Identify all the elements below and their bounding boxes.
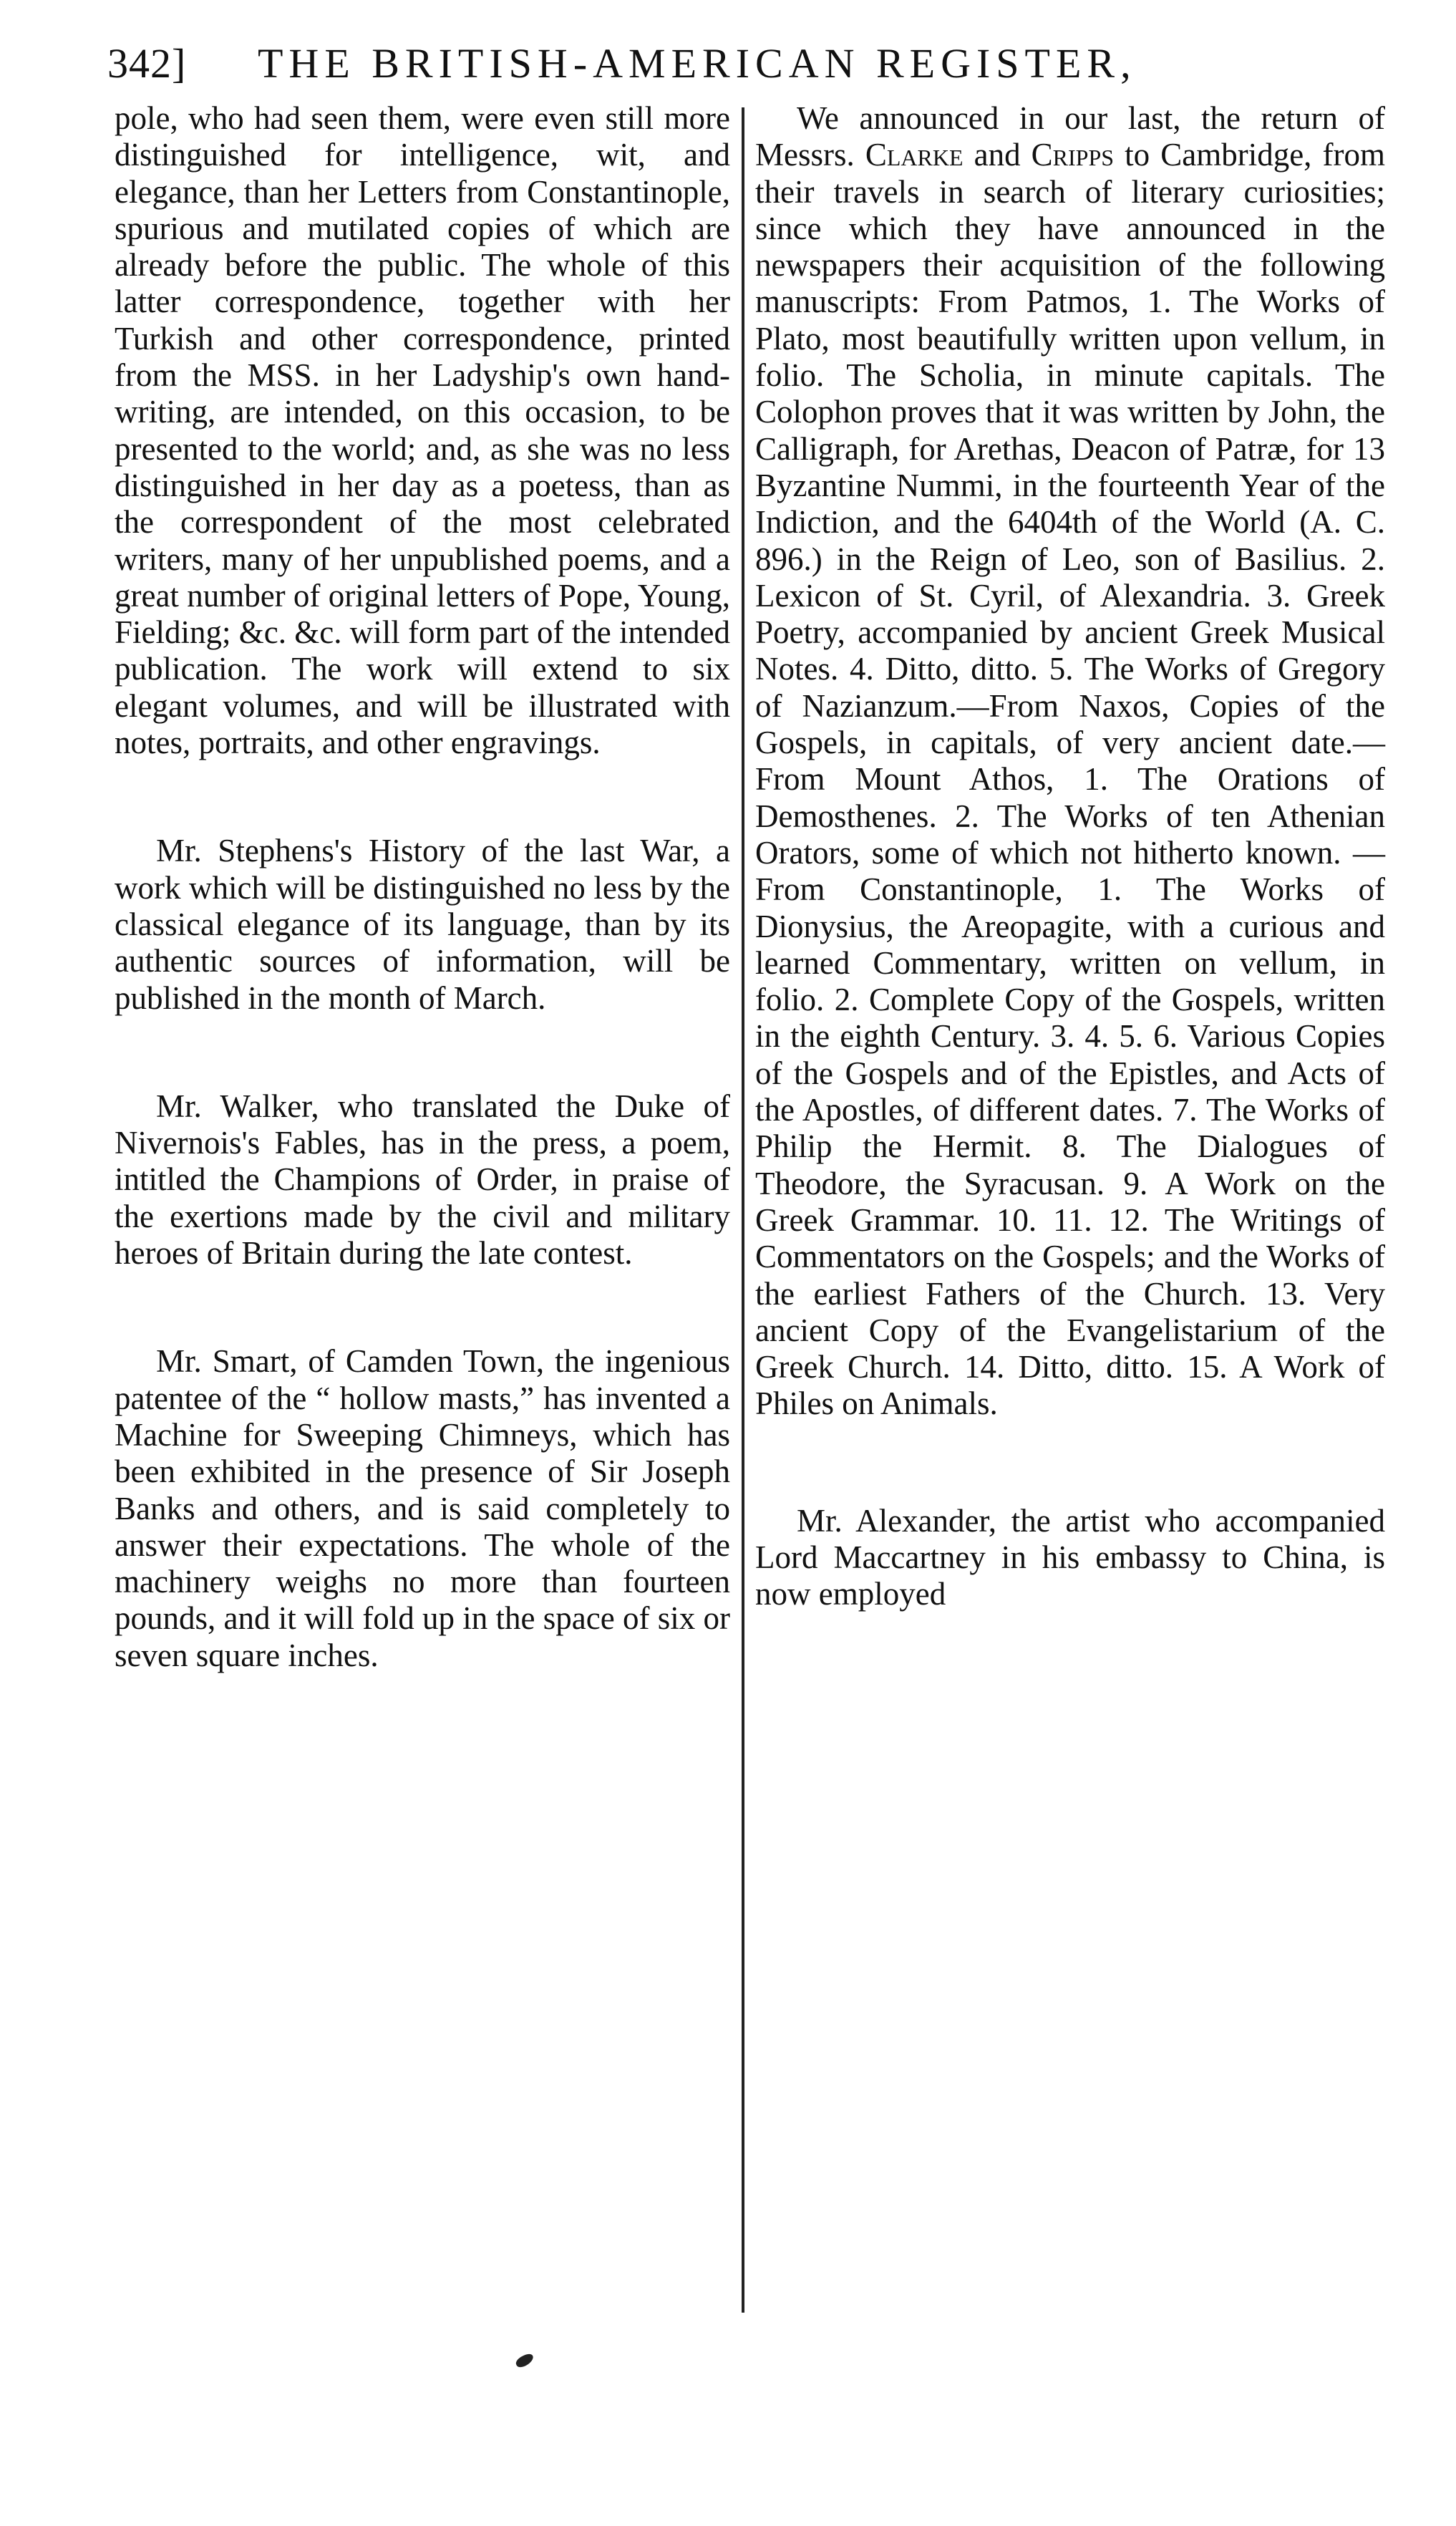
paragraph-montagu-letters: pole, who had seen them, were even still more distinguished for intelligence, wit, and elegance, than her Letters from Constantinople, spurious and mutilated copies of which are already before the public. The whole of this latter correspondence, together with her Turkish and other correspondence, printed from the MSS. in her Ladyship's own hand-writing, are intended, on this occasion, to be presented to the world; and, as she was no less distinguished in her day as a poetess, than as the correspondent of the most celebrated writers, many of her unpublished poems, and a great number of original letters of Pope, Young, Fielding; &c. &c. will form part of the intended publication. The work will extend to six elegant volumes, and will be illustrated with notes, portraits, and other engravings. (115, 100, 730, 761)
left-column (115, 100, 730, 1674)
ink-blot-mark (514, 2352, 535, 2369)
paragraph-clarke-cripps-manuscripts (755, 100, 1385, 1423)
paragraph-walker-poem: Mr. Walker, who translated the Duke of Nivernois's Fables, has in the press, a poem, intitled the Champions of Order, in praise of the exertions made by the civil and military heroes of Britain during the late contest. (115, 1088, 730, 1272)
right-column (755, 100, 1385, 1613)
text-run: We announced in our last, the return of Messrs. (755, 100, 1385, 173)
paragraph-gap (115, 1272, 730, 1343)
name-cripps: Cripps (1031, 137, 1115, 173)
paragraph-gap (115, 1017, 730, 1088)
running-head (107, 32, 1396, 96)
paragraph-stephens-history: Mr. Stephens's History of the last War, a work which will be distinguished no less by the classical elegance of its language, than by its authentic sources of information, will be published in the month of March. (115, 833, 730, 1016)
column-rule (742, 107, 744, 2313)
text-run: to Cambridge, from their travels in search of literary curiosities; since which they have announced in the newspapers their acquisition of the following manuscripts: From Patmos, 1. The Works of Plato, most beautifully written upon vellum, in folio. The Scholia, in minute capitals. The Colophon proves that it was written by John, the Calligraph, for Arethas, Deacon of Patræ, for 13 Byzantine Nummi, in the fourteenth Year of the Indiction, and the 6404th of the World (A. C. 896.) in the Reign of Leo, son of Basilius. 2. Lexicon of St. Cyril, of Alexandria. 3. Greek Poetry, accompanied by ancient Greek Musical Notes. 4. Ditto, ditto. 5. The Works of Gregory of Nazianzum.—From Naxos, Copies of the Gospels, in capitals, of very ancient date.—From Mount Athos, 1. The Orations of Demosthenes. 2. The Works of ten Athenian Orators, some of which not hitherto known. —From Constantinople, 1. The Works of Dionysius, the Areopagite, with a curious and learned Commentary, written on vellum, in folio. 2. Complete Copy of the Gospels, written in the eighth Century. 3. 4. 5. 6. Various Copies of the Gospels and of the Epistles, and Acts of the Apostles, of different dates. 7. The Works of Philip the Hermit. 8. The Dialogues of Theodore, the Syracusan. 9. A Work on the Greek Grammar. 10. 11. 12. The Writings of Commentators on the Gospels; and the Works of the earliest Fathers of the Church. 13. Very ancient Copy of the Evangelistarium of the Greek Church. 14. Ditto, ditto. 15. A Work of Philes on Animals. (755, 137, 1385, 1422)
running-title: THE BRITISH-AMERICAN REGISTER, (258, 40, 1137, 87)
paragraph-alexander-artist: Mr. Alexander, the artist who accompanied Lord Maccartney in his embassy to China, is now employed (755, 1502, 1385, 1612)
name-clarke: Clarke (865, 137, 964, 173)
text-run: and (963, 137, 1032, 173)
page-number: 342] (107, 40, 187, 87)
paragraph-gap (115, 761, 730, 833)
paragraph-smart-machine: Mr. Smart, of Camden Town, the ingenious patentee of the “ hollow masts,” has invented a Machine for Sweeping Chimneys, which has been exhibited in the presence of Sir Joseph Banks and others, and is said completely to answer their expectations. The whole of the machinery weighs no more than fourteen pounds, and it will fold up in the space of six or seven square inches. (115, 1343, 730, 1673)
paragraph-gap (755, 1423, 1385, 1503)
